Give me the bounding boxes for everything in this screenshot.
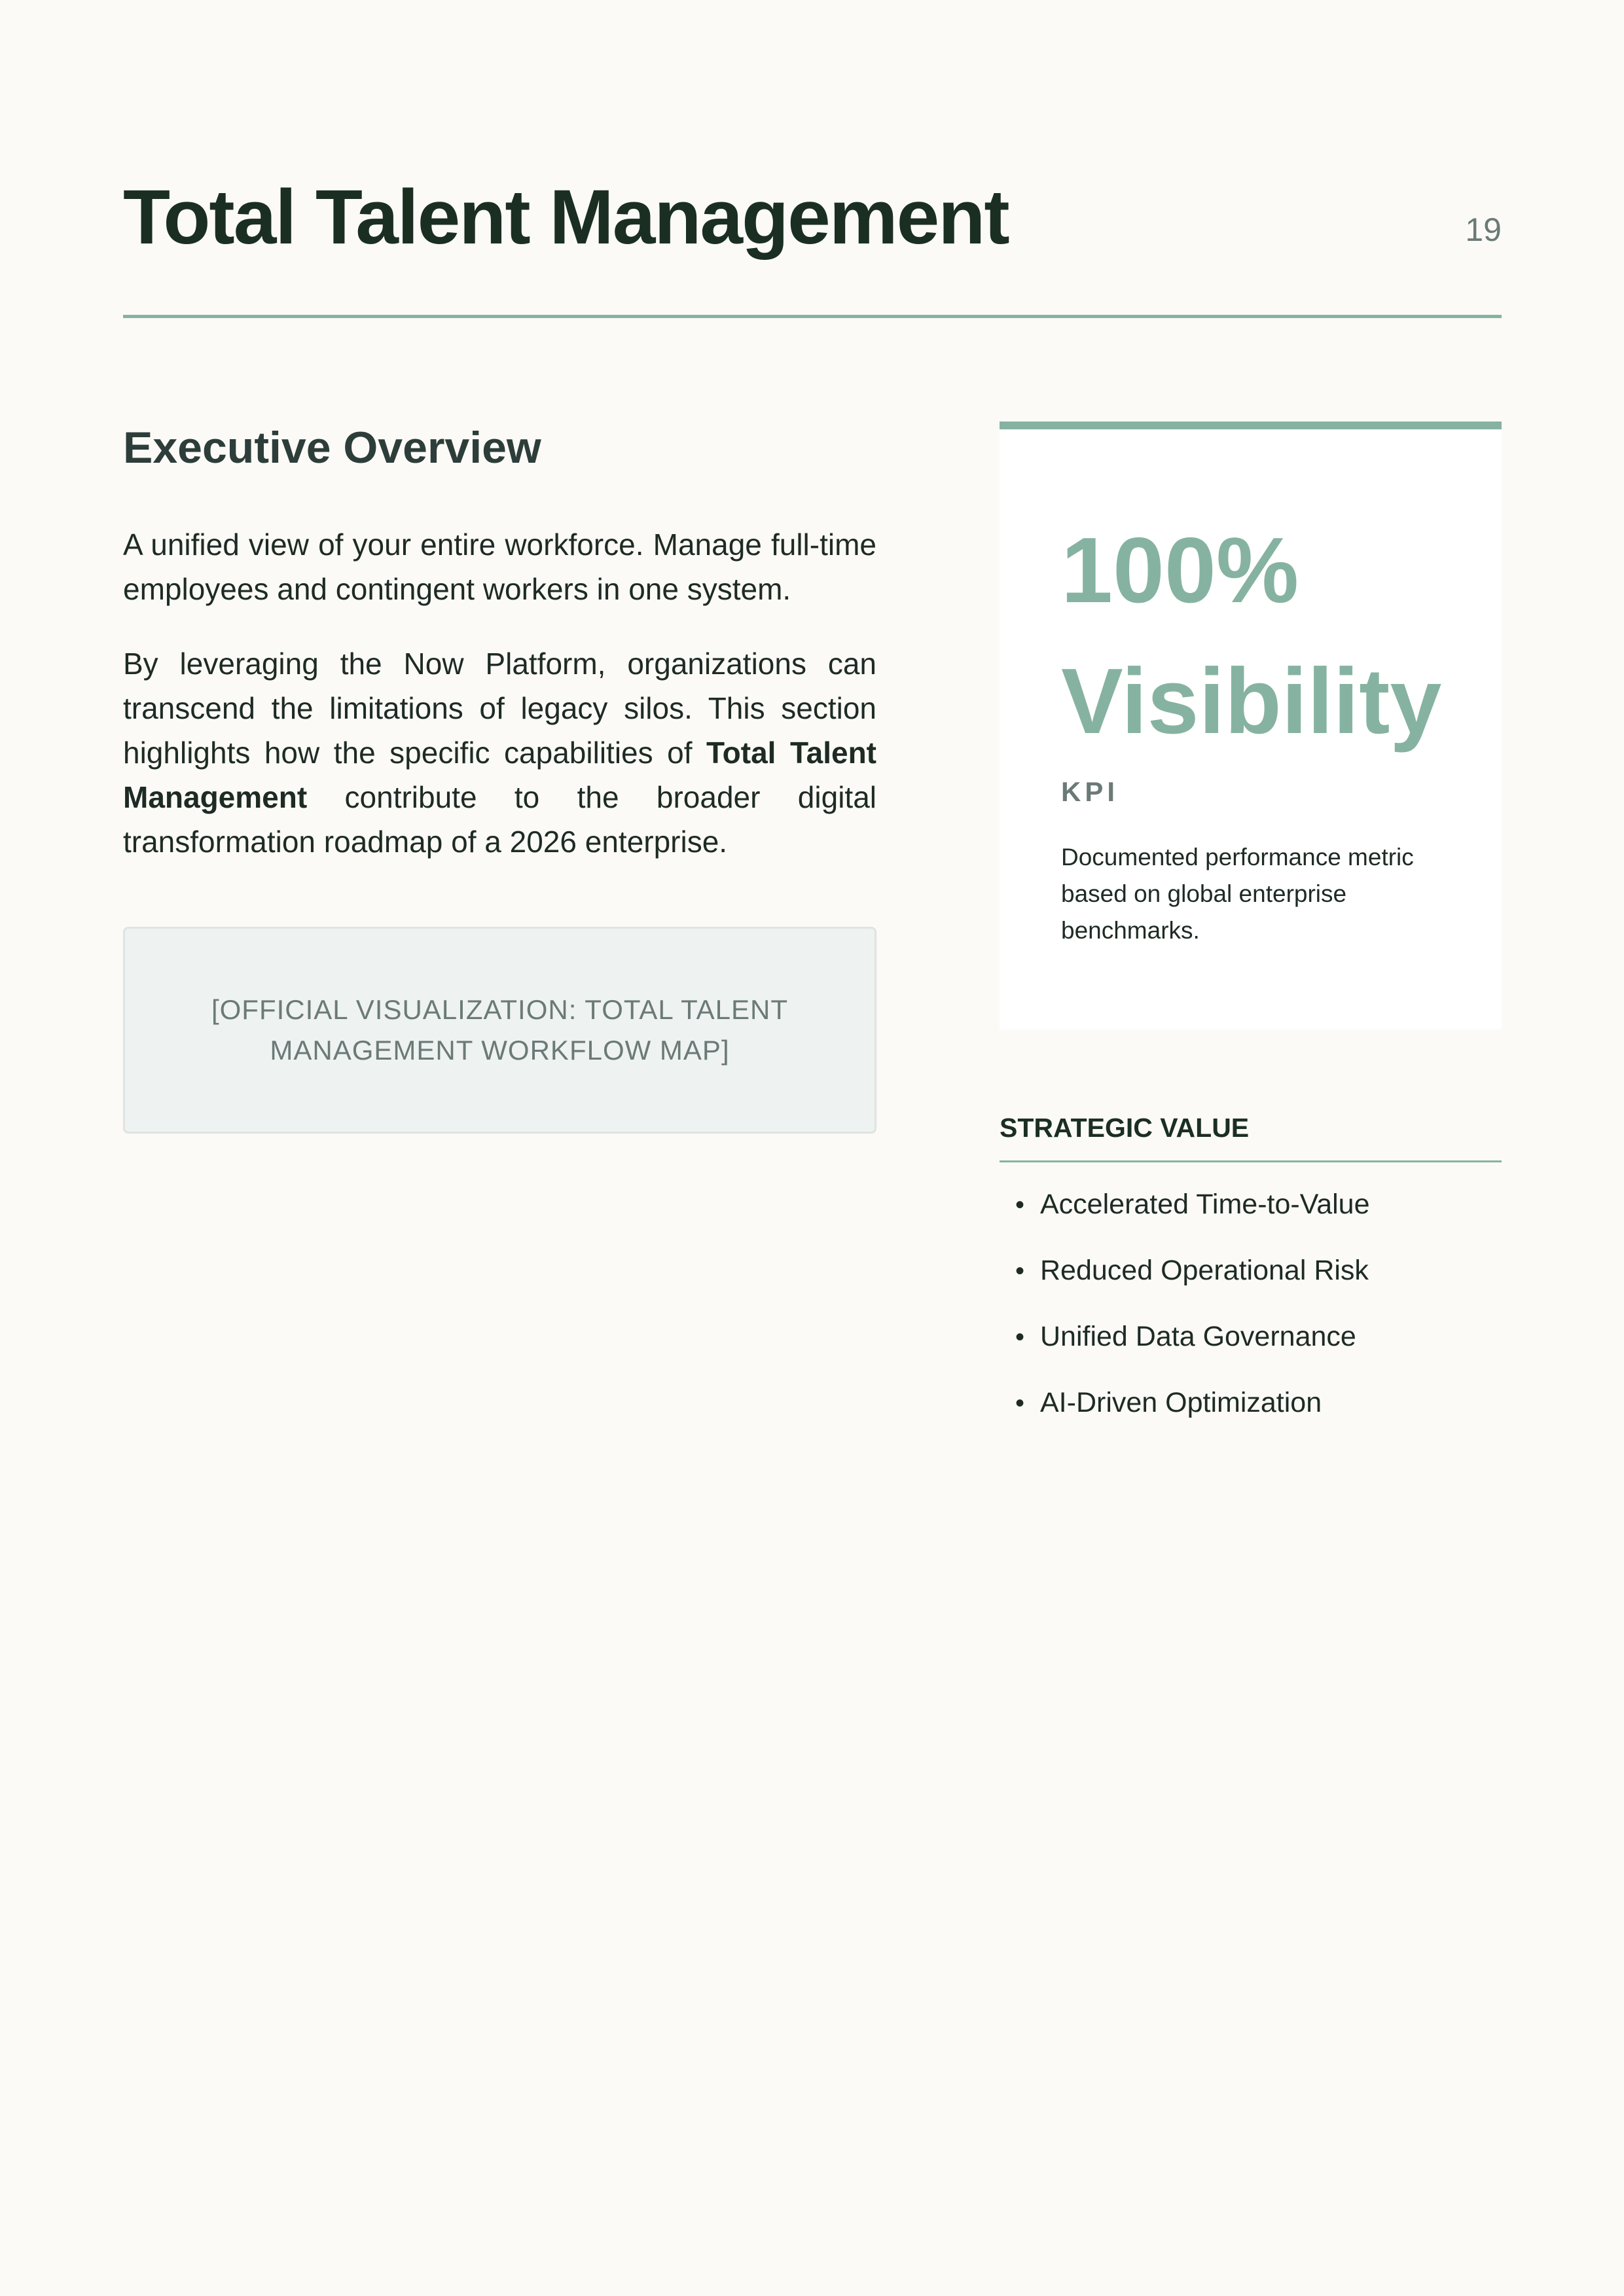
list-item-text: Unified Data Governance (1040, 1321, 1356, 1352)
list-item (1000, 1383, 1502, 1423)
strategic-value-section (1000, 1113, 1502, 1449)
overview-paragraph-2 (123, 641, 876, 864)
visualization-placeholder (123, 927, 876, 1134)
page-header (123, 164, 1502, 318)
list-item (1000, 1317, 1502, 1357)
page-number: 19 (1465, 211, 1502, 248)
kpi-description: Documented performance metric based on global enterprise benchmarks. (1061, 844, 1414, 944)
page-title: Total Talent Management (123, 174, 1009, 260)
list-item-text: Accelerated Time-to-Value (1040, 1189, 1370, 1220)
paragraph-2-emphasis: Total Talent Management (123, 736, 876, 815)
list-item-text: AI-Driven Optimization (1040, 1387, 1322, 1418)
bullet-icon: • (1015, 1191, 1024, 1219)
list-item-text: Reduced Operational Risk (1040, 1255, 1369, 1286)
paragraph-2-outro: contribute to the broader digital transformation roadmap of a 2026 enterprise. (123, 780, 876, 859)
bullet-icon: • (1015, 1389, 1024, 1418)
executive-overview-section (123, 419, 876, 1134)
strategic-value-heading: STRATEGIC VALUE (1000, 1113, 1502, 1162)
bullet-icon: • (1015, 1257, 1024, 1285)
visualization-placeholder-text: [OFFICIAL VISUALIZATION: TOTAL TALENT MANAGEMENT WORKFLOW MAP] (211, 994, 789, 1066)
list-item (1000, 1251, 1502, 1291)
paragraph-2-intro: By leveraging the Now Platform, organizations can transcend the limitations of legacy silos. This section highlights how the specific capabilities of (123, 647, 876, 770)
overview-paragraph-1: A unified view of your entire workforce. Manage full-time employees and contingent workers in one system. (123, 528, 876, 607)
kpi-value: 100% Visibility (1061, 518, 1442, 753)
kpi-label: KPI (1061, 776, 1119, 807)
strategic-value-list (1000, 1185, 1502, 1423)
kpi-card (1000, 422, 1502, 1030)
section-heading: Executive Overview (123, 423, 541, 473)
list-item (1000, 1185, 1502, 1225)
bullet-icon: • (1015, 1323, 1024, 1352)
